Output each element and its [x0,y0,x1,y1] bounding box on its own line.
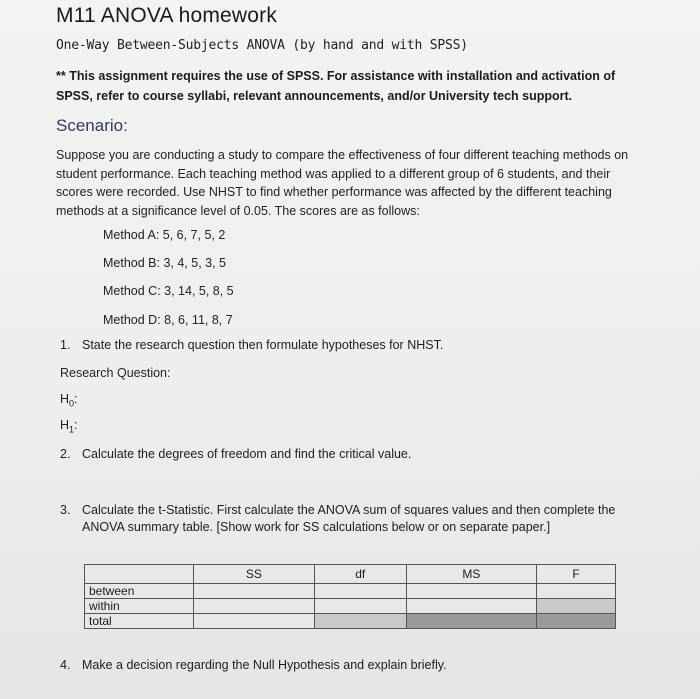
cell-total-f-shaded [537,614,616,629]
question-1 [60,338,443,352]
question-text: State the research question then formulate hypotheses for NHST. [82,338,444,352]
cell-within-ss[interactable] [194,599,315,614]
cell-between-f[interactable] [537,584,616,599]
row-label-total: total [85,614,194,629]
question-3 [60,503,615,517]
spss-note: ** This assignment requires the use of SPSS. For assistance with installation and activation of SPSS, refer to course syllabi, relevant announcements, and/or University tech support. [56,69,616,103]
cell-within-df[interactable] [314,599,406,614]
cell-within-f-shaded [537,599,616,614]
header-f: F [537,565,616,584]
question-number: 1. [60,338,71,352]
h0-label: $H_0$: [60,392,78,409]
row-label-between: between [85,584,194,599]
cell-total-ms-shaded [406,614,536,629]
header-ss: SS [194,565,315,584]
research-question-label: Research Question: [60,366,171,380]
cell-total-df-shaded [314,614,406,629]
header-df: df [314,565,406,584]
table-row [85,614,616,629]
method-d: Method D: 8, 6, 11, 8, 7 [103,313,233,327]
header-ms: MS [406,565,536,584]
method-a: Method A: 5, 6, 7, 5, 2 [103,228,226,242]
question-text-line1: Calculate the t-Statistic. First calculate the ANOVA sum of squares values and then complete the [82,503,616,517]
method-b: Method B: 3, 4, 5, 3, 5 [103,256,226,270]
question-number: 4. [60,658,71,672]
table-row [85,584,616,599]
question-3-line2: ANOVA summary table. [Show work for SS calculations below or on separate paper.] [82,520,551,534]
scenario-text: Suppose you are conducting a study to compare the effectiveness of four different teaching methods on student performance. Each teaching method was applied to a different group of 6 students, and their scores were recorded. Use NHST to find whether performance was affected by the different teaching methods at a significance level of 0.05. The scores are as follows: [56,148,629,218]
page-subtitle: One-Way Between-Subjects ANOVA (by hand and with SPSS) [56,38,468,53]
cell-between-ss[interactable] [194,584,315,599]
question-text: Calculate the degrees of freedom and find the critical value. [82,447,412,461]
method-c: Method C: 3, 14, 5, 8, 5 [103,284,234,298]
page-title: M11 ANOVA homework [56,4,278,27]
question-number: 2. [60,447,71,461]
scenario-heading: Scenario: [56,116,128,135]
table-row [85,599,616,614]
h1-label: $H_1$: [60,418,78,435]
cell-total-ss[interactable] [194,614,315,629]
cell-within-ms[interactable] [406,599,536,614]
cell-between-df[interactable] [314,584,406,599]
table-header-row [85,565,616,584]
question-text: Make a decision regarding the Null Hypothesis and explain briefly. [82,658,447,672]
header-blank [85,565,194,584]
cell-between-ms[interactable] [406,584,536,599]
row-label-within: within [85,599,194,614]
question-2 [60,447,411,461]
question-number: 3. [60,503,71,517]
question-4 [60,658,447,672]
anova-summary-table [84,564,616,629]
